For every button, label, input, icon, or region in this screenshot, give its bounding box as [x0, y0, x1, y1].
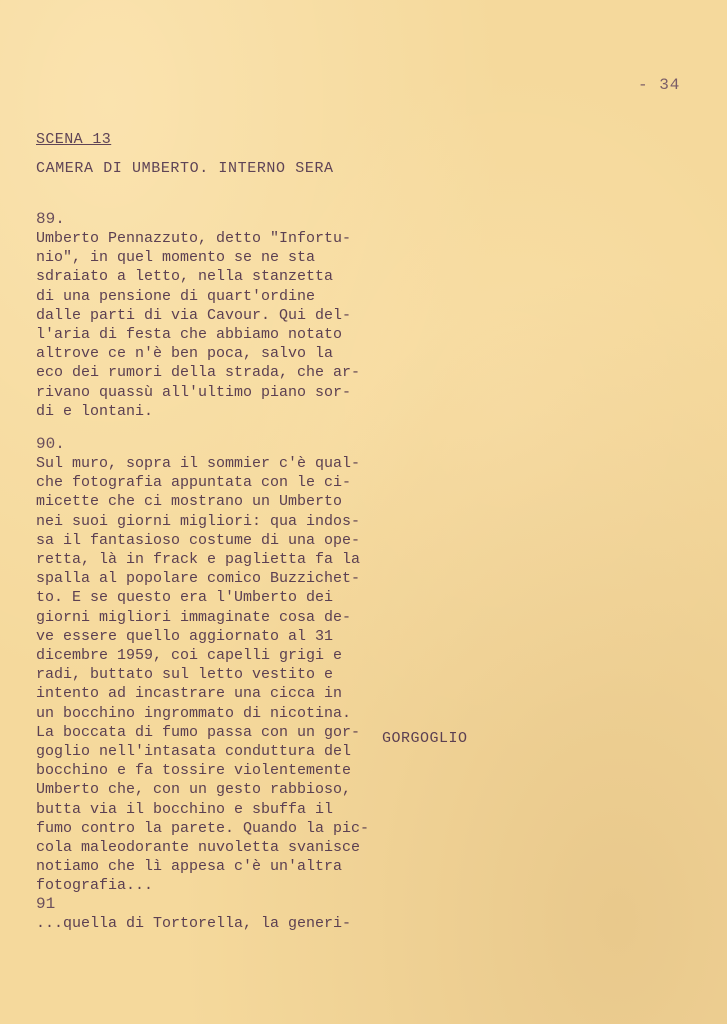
shot-89: [36, 210, 360, 421]
sound-cue: GORGOGLIO: [382, 730, 468, 747]
shot-90: [36, 435, 369, 896]
shot-text: ...quella di Tortorella, la generi-: [36, 915, 352, 932]
scene-heading: SCENA 13: [36, 131, 112, 148]
shot-text: Sul muro, sopra il sommier c'è qual- che fotografia appuntata con le ci- micette che ci mostrano un Umberto nei suoi giorni migliori: qua indos- sa il fantasioso costume di una ope- retta, là in frack e paglietta fa la spalla al popolare comico Buzzichet- to. E se questo era l'Umberto dei giorni migliori immaginate cosa de- ve essere quello aggiornato al 31 dicembre 1959, coi capelli grigi e radi, buttato sul letto vestito e intento ad incastrare una cicca in un bocchino ingrommato di nicotina. La boccata di fumo passa con un gor- goglio nell'intasata conduttura del bocchino e fa tossire violentemente Umberto che, con un gesto rabbioso, butta via il bocchino e sbuffa il fumo contro la parete. Quando la pic- cola maleodorante nuvoletta svanisce notiamo che lì appesa c'è un'altra fotografia...: [36, 455, 370, 895]
page-number: - 34: [638, 76, 681, 94]
scene-location: CAMERA DI UMBERTO. INTERNO SERA: [36, 160, 334, 177]
stamp-shadow: [380, 455, 540, 573]
shot-number: 90.: [36, 435, 65, 453]
shot-91: [36, 895, 351, 933]
shot-number: 89.: [36, 210, 65, 228]
shot-text: Umberto Pennazzuto, detto "Infortu- nio", in quel momento se ne sta sdraiato a letto, nella stanzetta di una pensione di quart'ordine dalle parti di via Cavour. Qui del- l'aria di festa che abbiamo notato altrove ce n'è ben poca, salvo la eco dei rumori della strada, che ar- rivano quassù all'ultimo piano sor- di e lontani.: [36, 230, 361, 420]
shot-number: 91: [36, 895, 56, 913]
